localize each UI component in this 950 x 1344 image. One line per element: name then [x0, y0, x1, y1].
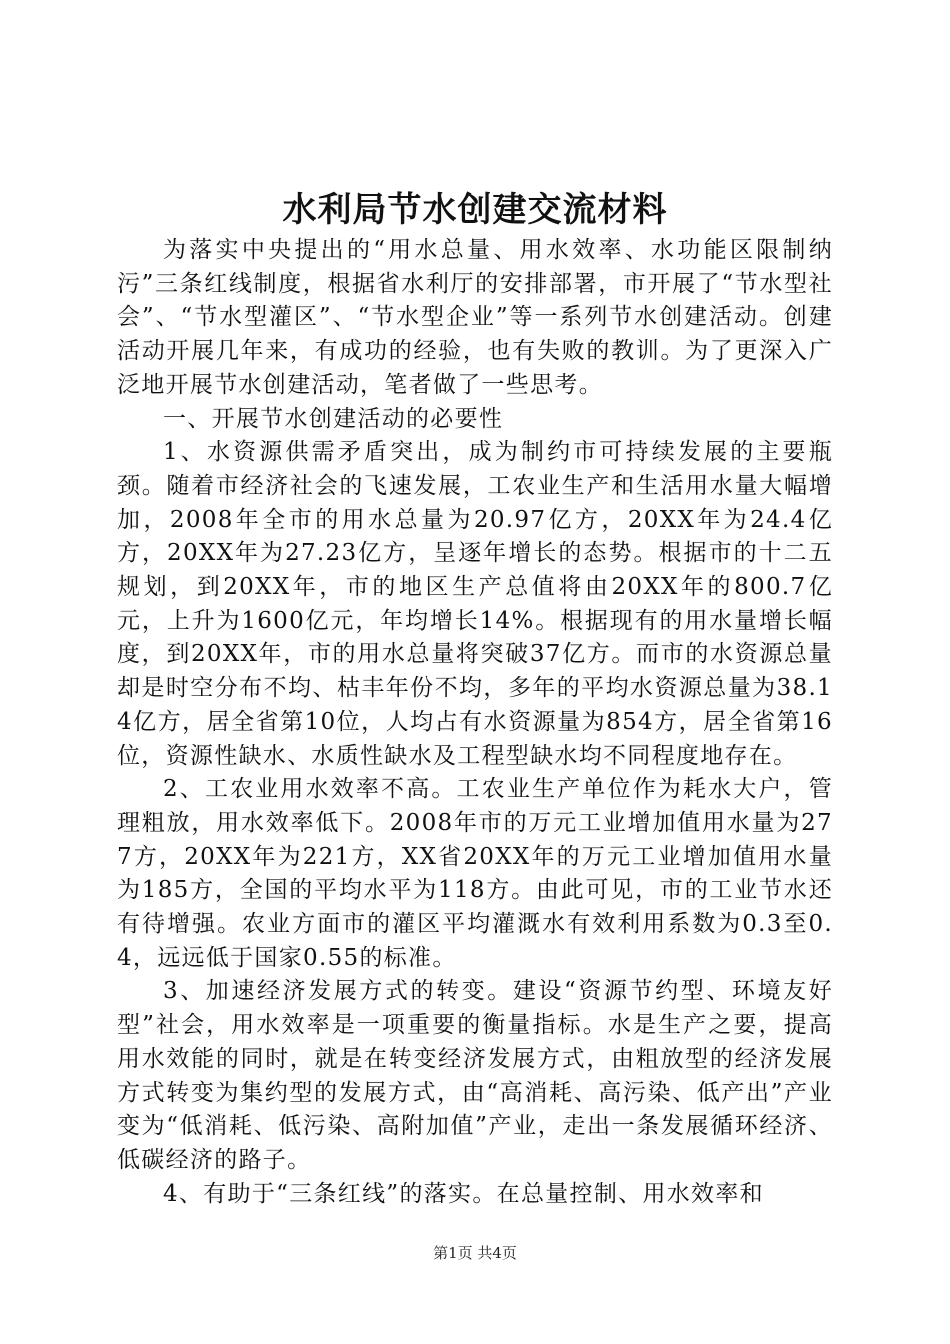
body-paragraph: 3、加速经济发展方式的转变。建设“资源节约型、环境友好型”社会，用水效率是一项重要的衡量指标。水是生产之要，提高用水效能的同时，就是在转变经济发展方式，由粗放型的经济发展方式转变为集约型的发展方式，由“高消耗、高污染、低产出”产业变为“低消耗、低污染、高附加值”产业，走出一条发展循环经济、低碳经济的路子。 [117, 978, 833, 1173]
body-paragraph: 4、有助于“三条红线”的落实。在总量控制、用水效率和 [163, 1180, 764, 1207]
page-number-footer: 第1页 共4页 [433, 1244, 517, 1262]
document-body [117, 234, 833, 1211]
document-title: 水利局节水创建交流材料 [282, 190, 668, 230]
intro-paragraph: 为落实中央提出的“用水总量、用水效率、水功能区限制纳污”三条红线制度，根据省水利厅的安排部署，市开展了“节水型社会”、“节水型灌区”、“节水型企业”等一系列节水创建活动。创建活动开展几年来，有成功的经验，也有失败的教训。为了更深入广泛地开展节水创建活动，笔者做了一些思考。 [117, 237, 833, 398]
section-heading: 一、开展节水创建活动的必要性 [163, 405, 504, 432]
body-paragraph: 2、工农业用水效率不高。工农业生产单位作为耗水大户，管理粗放，用水效率低下。2008年市的万元工业增加值用水量为277方，20XX年为221方，XX省20XX年的万元工业增加值用水量为185方，全国的平均水平为118方。由此可见，市的工业节水还有待增强。农业方面市的灌区平均灌溉水有效利用系数为0.3至0.4，远远低于国家0.55的标准。 [117, 776, 833, 971]
body-paragraph: 1、水资源供需矛盾突出，成为制约市可持续发展的主要瓶颈。随着市经济社会的飞速发展，工农业生产和生活用水量大幅增加，2008年全市的用水总量为20.97亿方，20XX年为24.4亿方，20XX年为27.23亿方，呈逐年增长的态势。根据市的十二五规划，到20XX年，市的地区生产总值将由20XX年的800.7亿元，上升为1600亿元，年均增长14%。根据现有的用水量增长幅度，到20XX年，市的用水总量将突破37亿方。而市的水资源总量却是时空分布不均、枯丰年份不均，多年的平均水资源总量为38.14亿方，居全省第10位，人均占有水资源量为854方，居全省第16位，资源性缺水、水质性缺水及工程型缺水均不同程度地存在。 [117, 439, 833, 769]
